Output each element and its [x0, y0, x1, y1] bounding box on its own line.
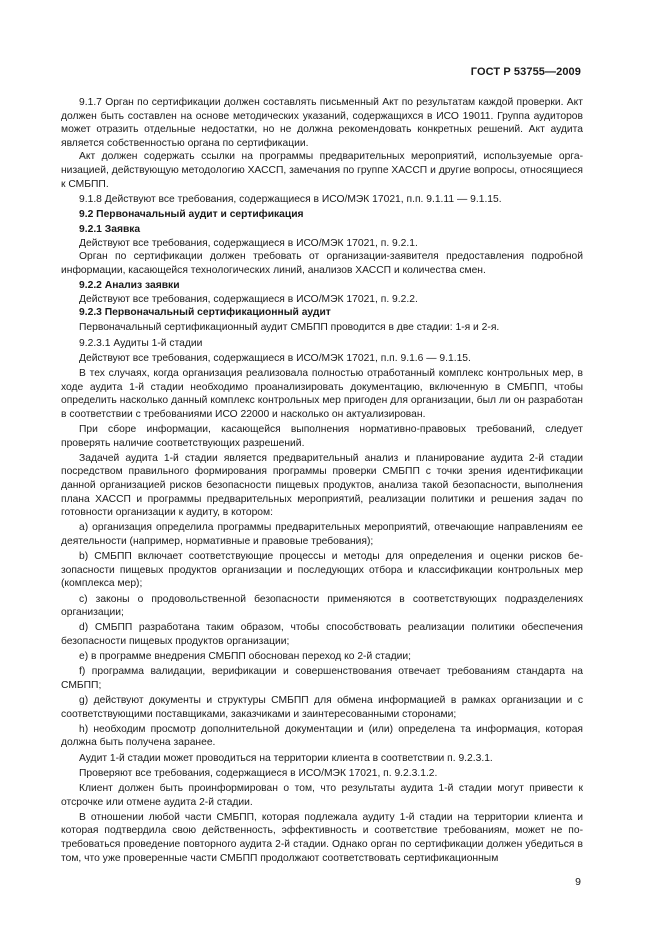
paragraph-control-measures: В тех случаях, когда организация реализовала полностью отработанный комплекс контрольных мер, в ходе аудита 1-й стадии необходимо проанализировать документацию, включенную в СМБПП, чтобы определить насколько данный комплекс контрольных мер пригоден для организации, был ли он разработан в соответствии с требованиями ИСО 22000 и насколько он актуализирован. [61, 368, 583, 420]
page-number: 9 [575, 876, 581, 888]
document-header: ГОСТ Р 53755—2009 [470, 66, 581, 78]
paragraph-act-contents: Акт должен содержать ссылки на программы предварительных мероприятий, используемые организацией, действующую методологию ХАССП, замечания по группе ХАССП и другие вопросы, относящиеся к СМБПП. [61, 151, 583, 190]
paragraph-stage1-objective: Задачей аудита 1-й стадии является предварительный анализ и планирование аудита 2-й стадии посредством правильного формирования программы проверки СМБПП с точки зрения идентификации данной организацией рисков безопасности пищевых продуктов, анализа такой безопасности, выполнения плана ХАССП и программы предварительных мероприятий, реализации политики и решения задач по готовности организации к аудиту, в котором: [61, 452, 583, 519]
document-body [61, 96, 583, 865]
paragraph-9-1-8: 9.1.8 Действуют все требования, содержащиеся в ИСО/МЭК 17021, п.п. 9.1.11 — 9.1.15. [79, 193, 502, 205]
subsection-heading-9-2-3-1: 9.2.3.1 Аудиты 1-й стадии [79, 337, 203, 349]
list-item-f: f) программа валидации, верификации и совершенствования отвечает требованиям стандарта на СМБПП; [61, 666, 583, 691]
list-item-d: d) СМБПП разработана таким образом, чтобы способствовать реализации политики обеспечения безопасности пищевых продуктов организации; [61, 622, 583, 647]
paragraph-stage1-on-site: Аудит 1-й стадии может проводиться на территории клиента в соответствии п. 9.2.3.1. [79, 752, 493, 764]
subsection-heading-9-2-1: 9.2.1 Заявка [79, 224, 141, 236]
list-item-e: e) в программе внедрения СМБПП обоснован переход ко 2-й стадии; [79, 651, 411, 663]
paragraph-two-stages: Первоначальный сертификационный аудит СМБПП проводится в две стадии: 1-я и 2-я. [79, 322, 500, 334]
paragraph-permits: При сборе информации, касающейся выполнения нормативно-правовых требований, следует проверять наличие соответствующих разрешений. [61, 424, 583, 449]
list-item-a: а) организация определила программы предварительных мероприятий, отвечающие направлениям ее деятельности (например, нормативные и правовые требования); [61, 522, 583, 547]
paragraph-check-requirements: Проверяют все требования, содержащиеся в ИСО/МЭК 17021, п. 9.2.3.1.2. [79, 767, 438, 779]
paragraph-9-2-1-requirements: Действуют все требования, содержащиеся в ИСО/МЭК 17021, п. 9.2.1. [79, 237, 418, 249]
paragraph-9-1-7: 9.1.7 Орган по сертификации должен составлять письменный Акт по результатам каждой проверки. Акт должен быть составлен на основе методических указаний, содержащихся в ИСО 19011. Группа аудиторов может отразить отдельные недостатки, но не должна рекомендовать конкретных решений. Акт аудита является собственностью органа по сертификации. [61, 97, 583, 149]
list-item-c: c) законы о продовольственной безопасности применяются в соответствующих подразделениях организации; [61, 593, 583, 619]
paragraph-client-informed: Клиент должен быть проинформирован о том, что результаты аудита 1-й стадии могут привести к отсрочке или отмене аудита 2-й стадии. [61, 782, 583, 808]
subsection-heading-9-2-3: 9.2.3 Первоначальный сертификационный аудит [79, 307, 331, 319]
section-heading-9-2: 9.2 Первоначальный аудит и сертификация [79, 208, 304, 220]
list-item-g: g) действуют документы и структуры СМБПП для обмена информацией в рамках организации и с соответствующими поставщиками, заказчиками и заинтересованными сторонами; [61, 695, 583, 720]
paragraph-applicant-info: Орган по сертификации должен требовать от организации-заявителя предоставления подробной информации, касающейся технологических линий, анализов ХАССП и количества смен. [61, 251, 583, 276]
subsection-heading-9-2-2: 9.2.2 Анализ заявки [79, 280, 180, 292]
paragraph-9-2-2-requirements: Действуют все требования, содержащиеся в ИСО/МЭК 17021, п. 9.2.2. [79, 293, 418, 305]
list-item-h: h) необходим просмотр дополнительной документации и (или) определена та информация, которая должна быть получена заранее. [61, 723, 583, 749]
list-item-b: b) СМБПП включает соответствующие процессы и методы для определения и оценки рисков безопасности пищевых продуктов организации и последующих отбора и классификации контрольных мер (комплекса мер); [61, 551, 583, 590]
paragraph-9-2-3-1-requirements: Действуют все требования, содержащиеся в ИСО/МЭК 17021, п.п. 9.1.6 — 9.1.15. [79, 352, 471, 364]
paragraph-repeat-audit: В отношении любой части СМБПП, которая подлежала аудиту 1-й стадии на территории клиента и которая подтвердила свою действенность, эффективность и соответствие требованиям, может не потребоваться проведение повторного аудита 2-й стадии. Однако орган по сертификации должен убедиться в том, что уже проверенные части СМБПП продолжают соответствовать сертификационным [61, 811, 583, 864]
